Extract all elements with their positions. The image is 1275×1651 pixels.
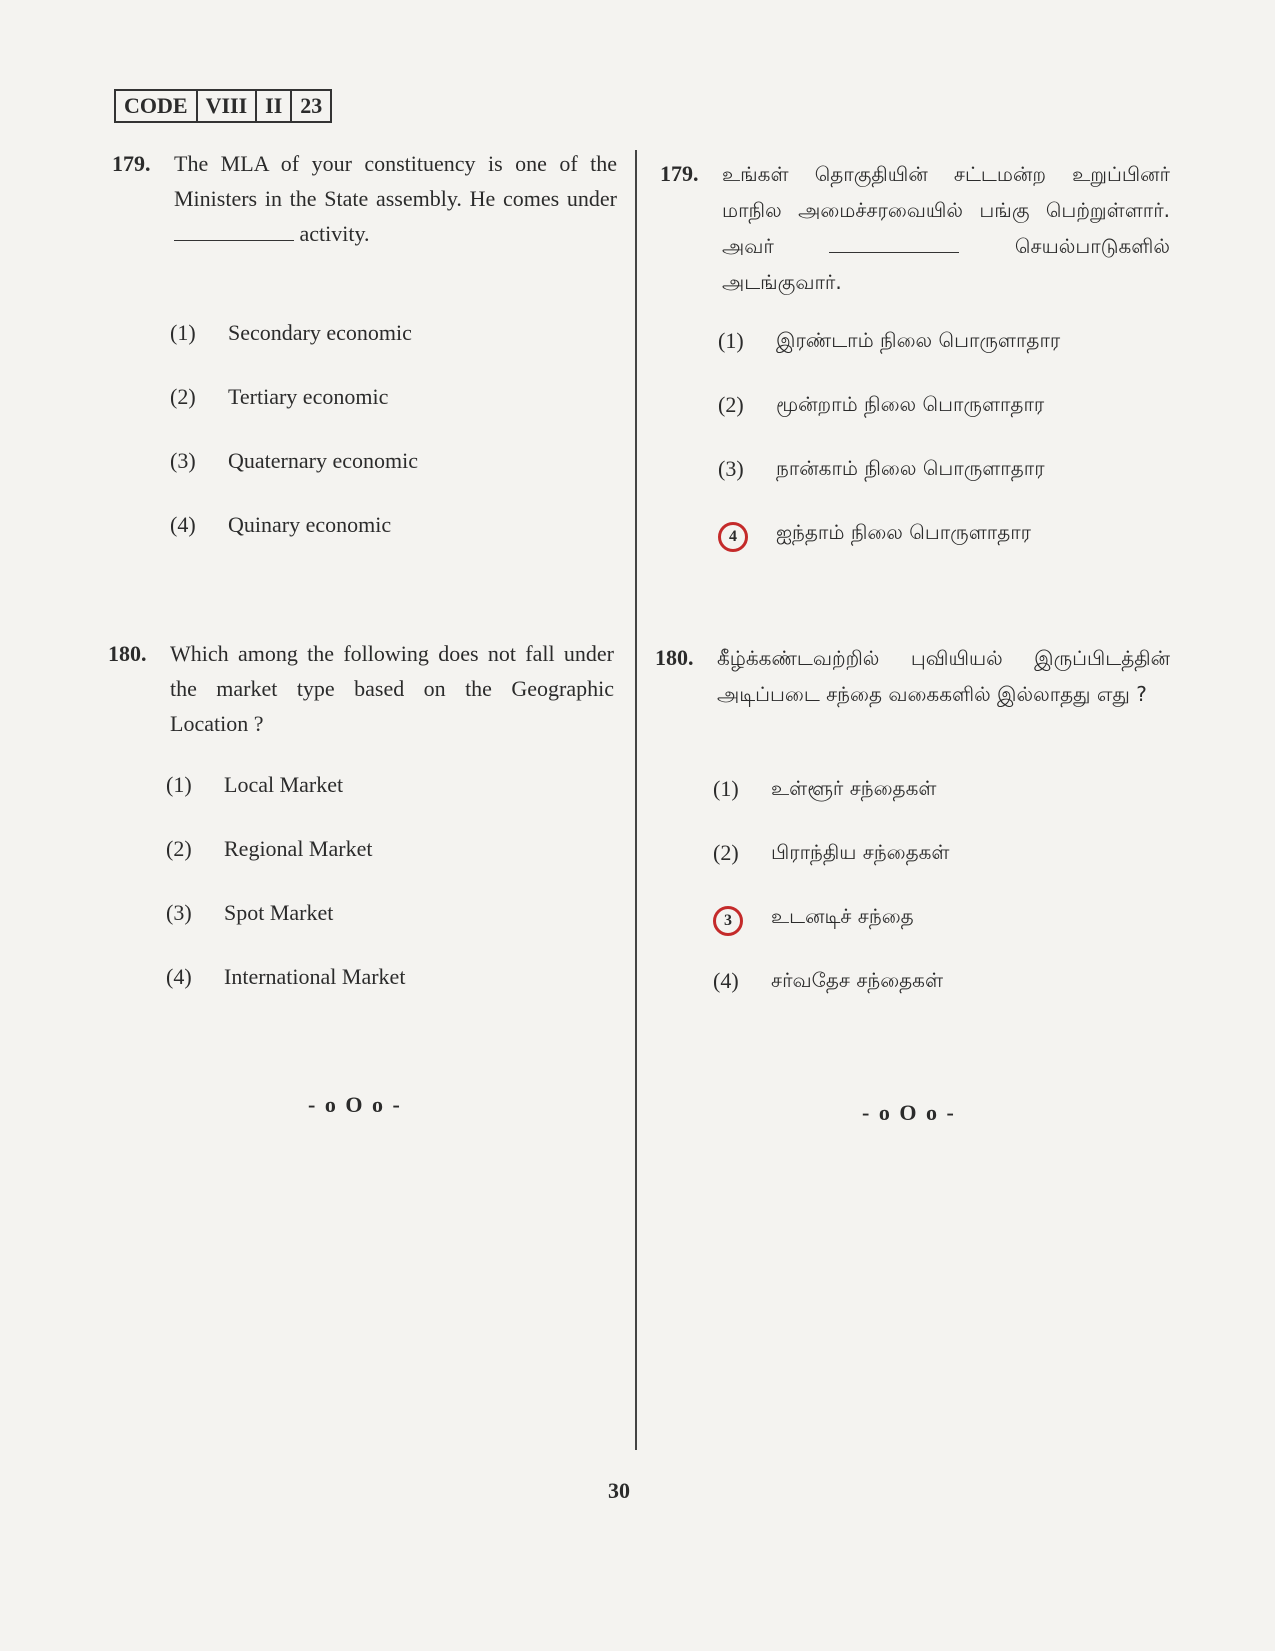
code-label: CODE: [116, 91, 198, 121]
question-number: 180.: [108, 641, 147, 666]
end-mark: - o O o -: [308, 1092, 402, 1117]
question-number: 179.: [112, 151, 151, 176]
question-number: 179.: [660, 161, 699, 186]
code-part: VIII: [198, 91, 258, 121]
question-number: 180.: [655, 645, 694, 670]
question-text: உங்கள் தொகுதியின் சட்டமன்ற உறுப்பினர் மாநில அமைச்சரவையில் பங்கு பெற்றுள்ளார். அவர் செயல்பாடுகளில் அடங்குவார்.: [722, 162, 1170, 294]
question-180-english: [108, 636, 614, 741]
exam-code-box: [114, 89, 332, 123]
question-text: The MLA of your constituency is one of the Ministers in the State assembly. He comes under activity.: [174, 151, 617, 246]
answer-circle-mark: 3: [713, 906, 743, 936]
question-text: Which among the following does not fall under the market type based on the Geographic Location ?: [170, 641, 614, 736]
code-part: II: [257, 91, 292, 121]
column-divider: [635, 150, 637, 1450]
end-mark: - o O o -: [862, 1100, 956, 1125]
question-179-english: [112, 146, 617, 251]
question-text: கீழ்க்கண்டவற்றில் புவியியல் இருப்பிடத்தின் அடிப்படை சந்தை வகைகளில் இல்லாதது எது ?: [717, 646, 1170, 706]
code-part: 23: [300, 93, 323, 118]
answer-blank: [174, 220, 294, 241]
page-number: 30: [608, 1478, 630, 1503]
answer-circle-mark: 4: [718, 522, 748, 552]
answer-blank: [829, 232, 959, 253]
question-180-tamil: [655, 640, 1170, 712]
question-179-tamil: [660, 156, 1170, 300]
